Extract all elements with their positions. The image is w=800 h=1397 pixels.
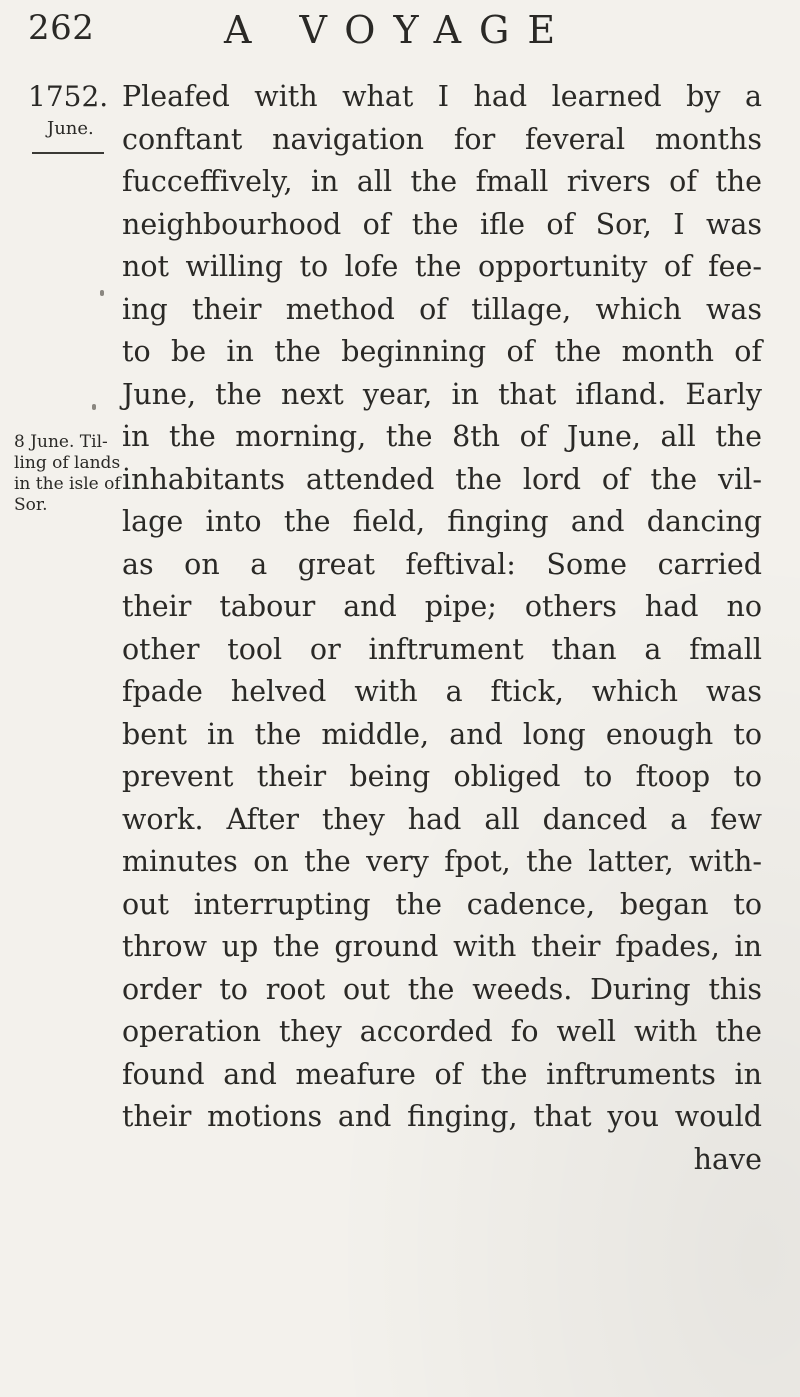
sidenote-line: 8 June. Til- xyxy=(14,432,108,452)
sidenote-line: in the isle of xyxy=(14,474,121,494)
sidenote-line: Sor. xyxy=(14,495,48,515)
margin-sidenote xyxy=(14,432,121,516)
ink-speck xyxy=(92,404,96,410)
page-number: 262 xyxy=(28,8,95,48)
text-line: in the morning, the 8th of June, all the xyxy=(122,420,762,453)
body-text xyxy=(122,76,762,1181)
text-line: work. After they had all danced a few xyxy=(122,802,762,836)
text-line: not willing to lofe the opportunity of fee- xyxy=(122,250,762,283)
text-line: June, the next year, in that ifland. Early xyxy=(122,377,762,411)
text-line: their tabour and pipe; others had no xyxy=(122,590,762,623)
text-line: minutes on the very fpot, the latter, with- xyxy=(122,845,762,878)
text-line: Pleafed with what I had learned by a xyxy=(122,80,762,113)
text-line: their motions and finging, that you would xyxy=(122,1100,762,1133)
text-line: other tool or inftrument than a fmall xyxy=(122,632,762,666)
margin-month: June. xyxy=(47,118,94,139)
margin-year: 1752. xyxy=(28,80,109,113)
text-line: conftant navigation for feveral months xyxy=(122,122,762,156)
text-line: out interrupting the cadence, began to xyxy=(122,887,762,921)
catchword: have xyxy=(693,1142,762,1176)
text-line: to be in the beginning of the month of xyxy=(122,335,762,368)
text-line: neighbourhood of the ifle of Sor, I was xyxy=(122,207,762,241)
text-line: fucceffively, in all the fmall rivers of the xyxy=(122,165,762,198)
running-head: A VOYAGE xyxy=(224,8,574,52)
text-line: order to root out the weeds. During this xyxy=(122,972,762,1006)
text-line: fpade helved with a ftick, which was xyxy=(122,675,762,708)
margin-rule xyxy=(32,152,104,154)
text-line: ing their method of tillage, which was xyxy=(122,292,762,326)
text-line: found and meafure of the inftruments in xyxy=(122,1057,762,1091)
sidenote-line: ling of lands xyxy=(14,453,121,473)
text-line: operation they accorded fo well with the xyxy=(122,1015,762,1048)
ink-speck xyxy=(100,290,104,296)
text-line: as on a great feftival: Some carried xyxy=(122,547,762,581)
text-line: lage into the field, finging and dancing xyxy=(122,505,762,538)
text-line: inhabitants attended the lord of the vil- xyxy=(122,462,762,496)
text-line: bent in the middle, and long enough to xyxy=(122,717,762,751)
text-line: throw up the ground with their fpades, in xyxy=(122,930,762,963)
text-line: prevent their being obliged to ftoop to xyxy=(122,760,762,793)
